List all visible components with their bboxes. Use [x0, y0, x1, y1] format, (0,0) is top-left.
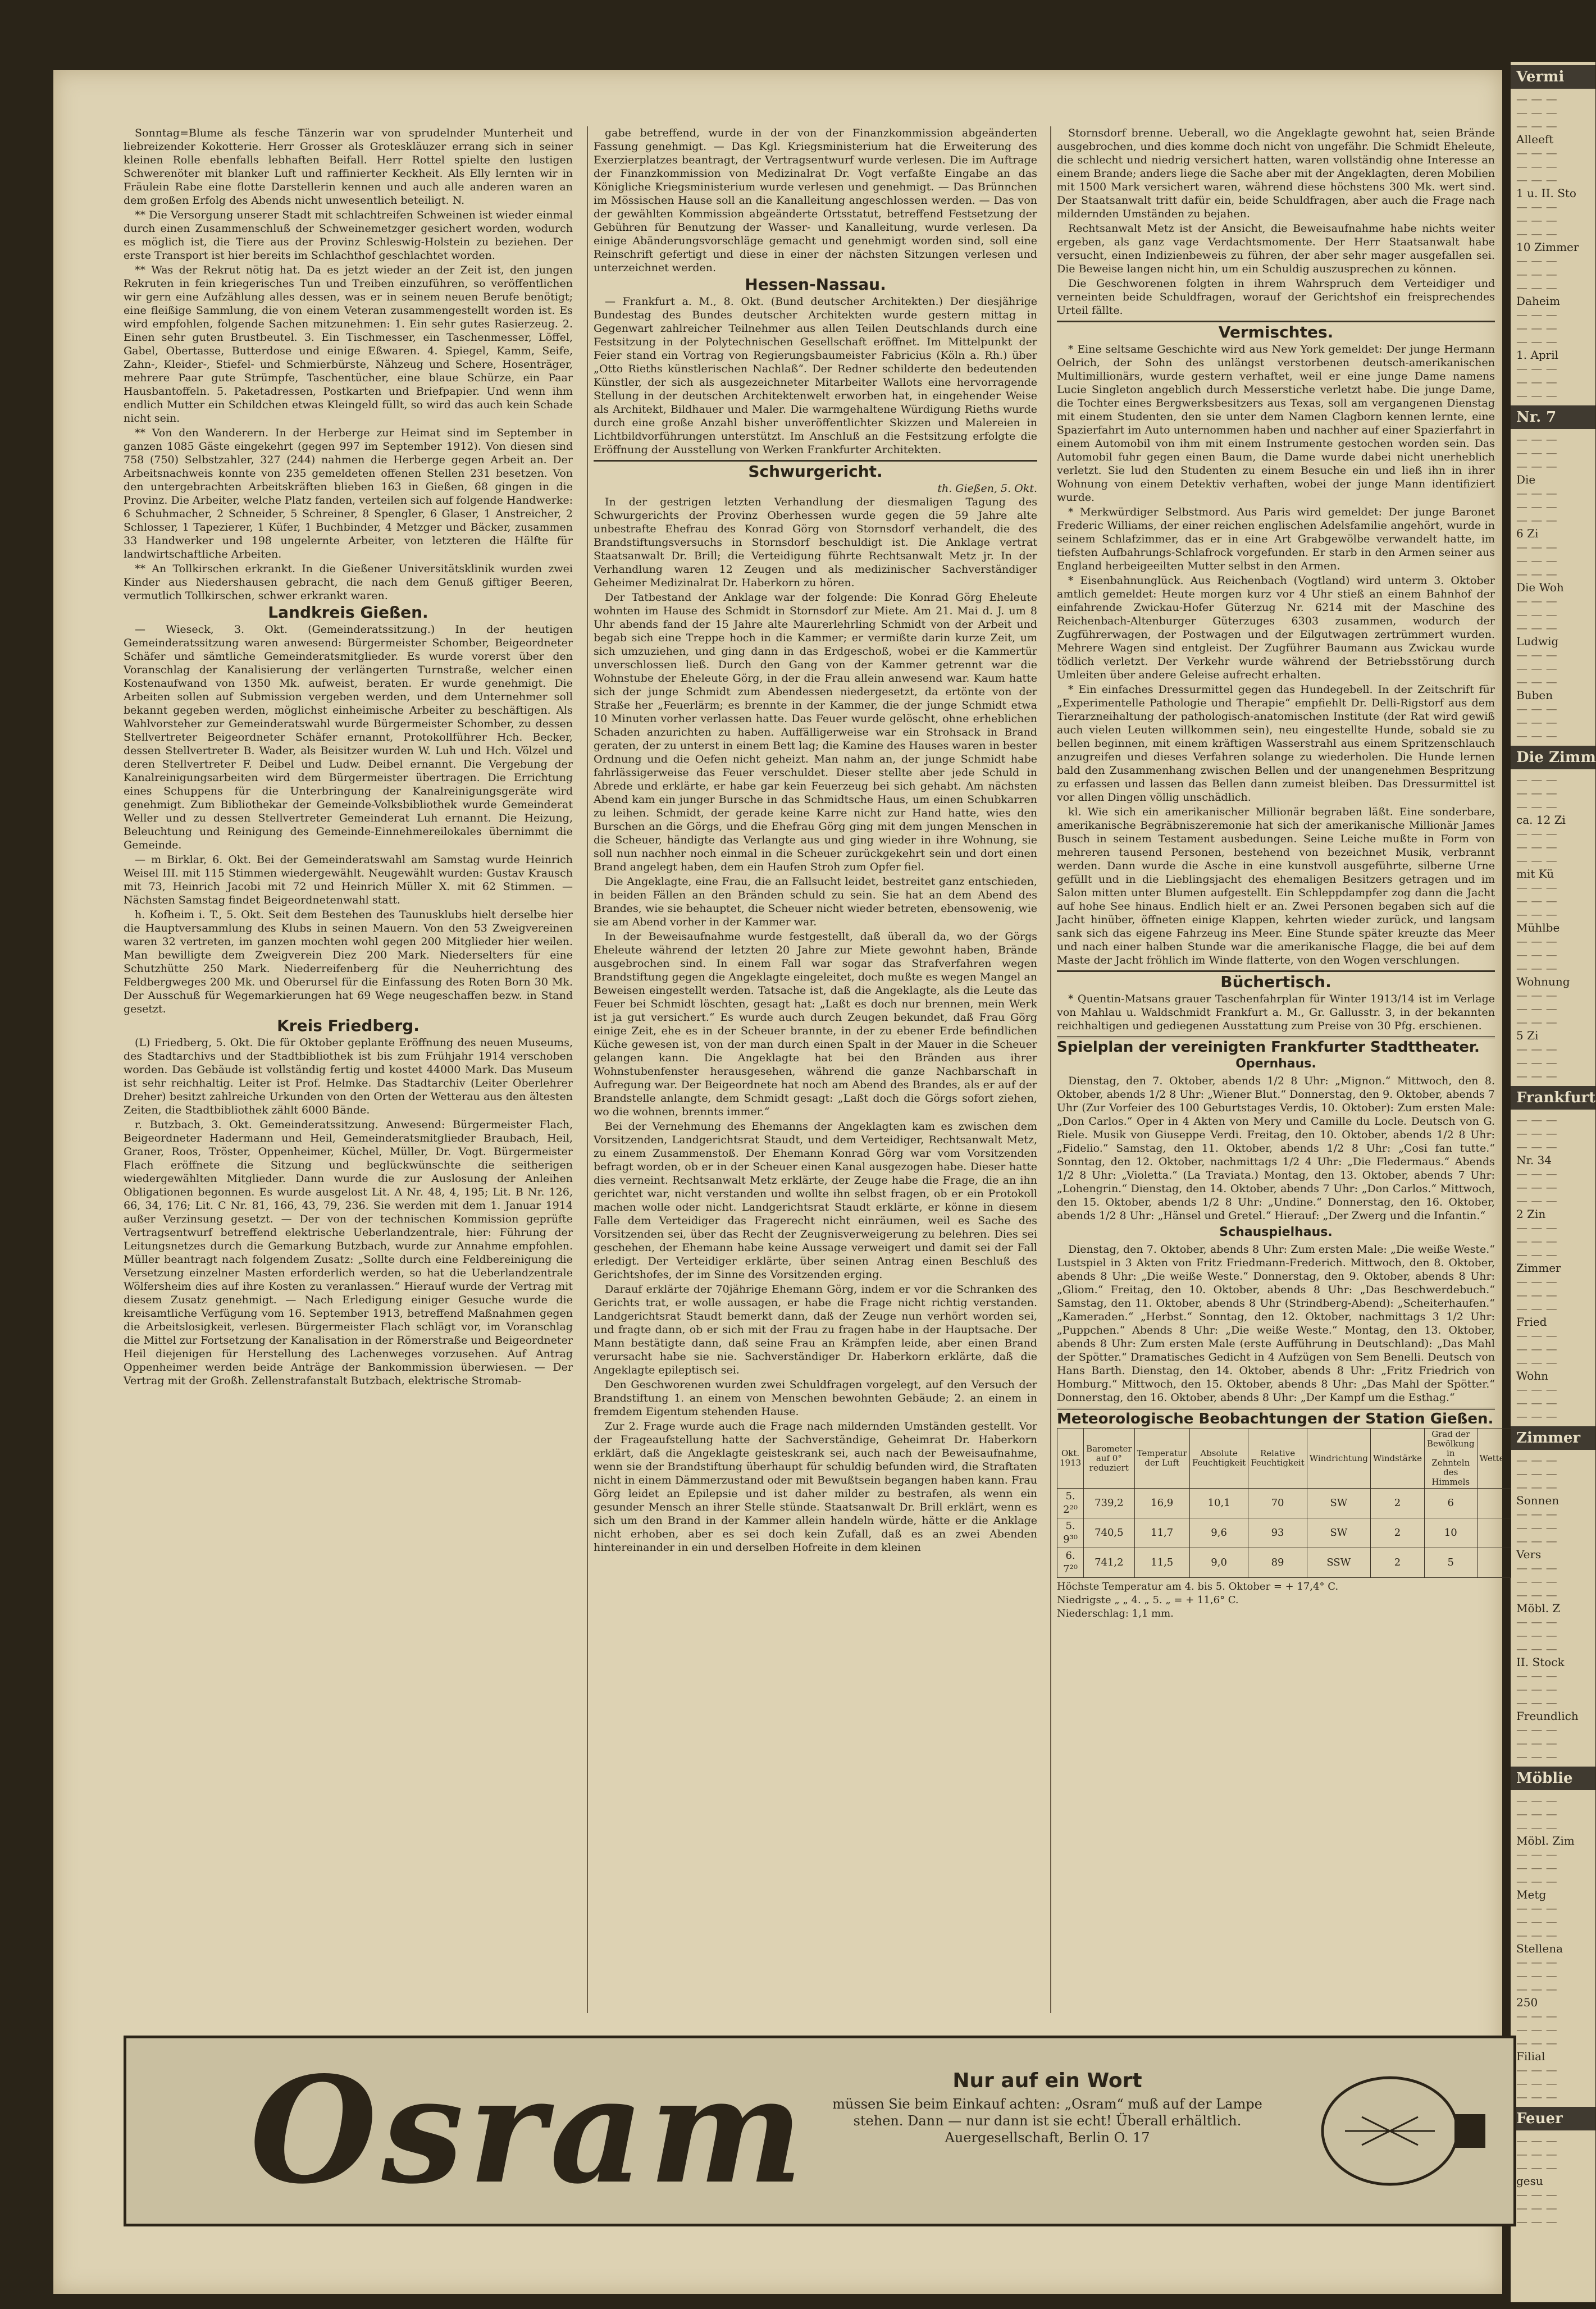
strip-filler: — — —	[1516, 362, 1557, 375]
strip-text: Stellena	[1516, 1942, 1563, 1955]
strip-filler: — — —	[1516, 594, 1557, 608]
strip-filler: — — —	[1516, 554, 1557, 567]
strip-filler: — — —	[1516, 675, 1557, 688]
strip-filler: — — —	[1516, 1342, 1557, 1356]
strip-filler: — — —	[1516, 335, 1557, 348]
table-cell: 9,6	[1189, 1518, 1248, 1548]
col1-paragraphs-3	[124, 1036, 573, 1388]
strip-filler: — — —	[1516, 894, 1557, 907]
strip-filler: — — —	[1516, 1955, 1557, 1969]
strip-text: Fried	[1516, 1315, 1547, 1329]
table-cell: 6. 7²⁰	[1057, 1548, 1084, 1578]
strip-filler: — — —	[1516, 1002, 1557, 1015]
max-temperature: Höchste Temperatur am 4. bis 5. Oktober = + 17,4° C.	[1057, 1581, 1339, 1592]
strip-filler: — — —	[1516, 961, 1557, 975]
strip-filler: — — —	[1516, 854, 1557, 867]
strip-filler: — — —	[1516, 1221, 1557, 1234]
ad-brand-logo: Osram	[250, 2045, 808, 2216]
strip-filler: — — —	[1516, 773, 1557, 786]
strip-filler: — — —	[1516, 1807, 1557, 1820]
strip-filler: — — —	[1516, 786, 1557, 800]
table-row	[1057, 1489, 1511, 1518]
adjacent-page-strip	[1511, 62, 1595, 2302]
strip-filler: — — —	[1516, 2201, 1557, 2215]
strip-filler: — — —	[1516, 2009, 1557, 2023]
article-paragraph: r. Butzbach, 3. Okt. Gemeinderatssitzung. Anwesend: Bürgermeister Flach, Beigeordneter Hadermann und Heil, Gemeinderatsmitglieder Braubach, Heil, Graner, Roos, Tröster, Oppenheimer, Küchel, Müller, Dr. Vogt. Bürgermeister Flach eröffnete die Sitzung und beglückwünschte die seitherigen wiedergewählten Mitglieder. Dann wurde die zur Auslosung der Anleihen Obligationen begonnen. Es wurde ausgelost Lit. A Nr. 48, 4, 195; Lit. B Nr. 126, 66, 34, 176; Lit. C Nr. 81, 166, 43, 79, 236. Sie werden mit dem 1. Januar 1914 außer Verzinsung gesetzt. — Der von der technischen Kommission geprüfte Vertragsentwurf betreffend elektrische Ueberlandzentrale, hier: Führung der Leitungsnetzes durch die Gemarkung Butzbach, wurde zur Annahme empfohlen. Müller beantragt nach folgendem Zusatz: „Sollte durch eine Feldbereinigung die Versetzung einzelner Masten erforderlich werden, so hat die Ueberlandzentrale Wölfersheim dies auf ihre Kosten zu veranlassen.“ Hierauf wurde der Vertrag mit diesem Zusatz genehmigt. — Nach Erledigung einiger Gesuche wurde die kreisamtliche Verfügung vom 16. September 1913, betreffend Maßnahmen gegen die Arbeitslosigkeit, verlesen. Bürgermeister Flach schlägt vor, im Voranschlag die Mittel zur Fortsetzung der Kanalisation in der Römerstraße und Beigeordneter Heil diejenigen für Herstellung des Lachenweges vorzusehen. Auf Antrag Oppenheimer werden beide Anträge der Bankommission überwiesen. — Der Vertrag mit der Großh. Zellenstrafanstalt Butzbach, elektrische Stromab-	[124, 1119, 573, 1387]
heading-schauspielhaus: Schauspielhaus.	[1219, 1225, 1333, 1239]
table-cell: 5. 9³⁰	[1057, 1518, 1084, 1548]
strip-filler: — — —	[1516, 1874, 1557, 1888]
table-cell	[1477, 1518, 1511, 1548]
table-cell	[1477, 1489, 1511, 1518]
light-bulb-icon	[1294, 2050, 1491, 2212]
strip-filler: — — —	[1516, 2147, 1557, 2161]
strip-filler: — — —	[1516, 702, 1557, 715]
strip-filler: — — —	[1516, 1453, 1557, 1467]
article-paragraph: — Wieseck, 3. Okt. (Gemeinderatssitzung.) In der heutigen Gemeinderatssitzung waren anwesend: Bürgermeister Schomber, Beigeordneter Schäfer und sämtliche Gemeinderatsmitglieder. Es wurde vorerst über den Voranschlag der Kanalisierung der verlängerten Turnstraße, welcher einen Kostenaufwand von 1350 Mk. aufweist, beraten. Er wurde genehmigt. Die Arbeiten sollen auf Submission vergeben werden, und dem Unternehmer soll bekannt gegeben werden, möglichst einheimische Arbeiter zu beschäftigen. Als Wahlvorsteher zur Gemeinderatswahl wurde Bürgermeister Schomber, zu dessen Stellvertreter Beigeordneter Schäfer ernannt, Protokollführer Hch. Becker, dessen Stellvertreter B. Wader, als Beisitzer wurden W. Luh und Hch. Völzel und deren Stellvertreter F. Deibel und Ludw. Deibel ernannt. Die Vergebung der Kanalreinigungsarbeiten wird dem Bürgermeister übertragen. Die Errichtung eines Schuppens für die Unterbringung der Kanalreinigungsgeräte wird genehmigt. Zum Bibliothekar der Gemeinde-Volksbibliothek wurde Gemeinderat Weller und zu dessen Stellvertreter Gemeinderat Luh ernannt. Die Heizung, Beleuchtung und Reinigung des Gemeinde-Einnehmereilokales übernimmt die Gemeinde.	[124, 623, 573, 851]
strip-filler: — — —	[1516, 1682, 1557, 1696]
article-paragraph: Sonntag=Blume als fesche Tänzerin war von sprudelnder Munterheit und liebreizender Kokotterie. Herr Grosser als Groteskläuzer errang sich in seiner kleinen Rolle ebenfalls lebhaften Beifall. Herr Rottel spielte den lustigen Schwerenöter mit blanker Luft und raffinierter Keckheit. Als Elly lernten wir in Fräulein Rabe eine flotte Darstellerin kennen und auch alle anderen waren an dem großen Erfolg des Abends nicht unwesentlich beteiligt. N.	[124, 127, 573, 207]
strip-filler: — — —	[1516, 715, 1557, 729]
strip-text: Die Zimm	[1511, 746, 1595, 769]
article-paragraph: Rechtsanwalt Metz ist der Ansicht, die Beweisaufnahme habe nichts weiter ergeben, als ganz vage Verdachtsmomente. Der Herr Staatsanwalt habe versucht, einen Indizienbeweis zu führen, der aber sehr mager ausgefallen sei. Die Beweise langen nicht hin, um ein Schuldig auszusprechen zu können.	[1057, 222, 1495, 275]
min-temperature: Niedrigste „ „ 4. „ 5. „ = + 11,6° C.	[1057, 1594, 1239, 1606]
strip-filler: — — —	[1516, 840, 1557, 854]
table-row	[1057, 1518, 1511, 1548]
heading-kreis-friedberg: Kreis Friedberg.	[277, 1016, 419, 1035]
heading-opernhaus: Opernhaus.	[1235, 1057, 1316, 1071]
strip-filler: — — —	[1516, 513, 1557, 527]
table-header-cell: Wetter	[1477, 1429, 1511, 1489]
strip-filler: — — —	[1516, 2023, 1557, 2036]
strip-filler: — — —	[1516, 1723, 1557, 1736]
ad-copy	[828, 2069, 1266, 2146]
strip-filler: — — —	[1516, 1820, 1557, 1834]
article-paragraph: Zur 2. Frage wurde auch die Frage nach mildernden Umständen gestellt. Vor der Frageaufstellung hatte der Sachverständige, Geheimrat Dr. Haberkorn erklärt, daß die Angeklagte geisteskrank sei, auch nach der Beweisaufnahme, wenn sie der Brandstiftung überhaupt für schuldig befunden wird, die Straftaten nicht in einem Dämmerzustand oder mit Bewußtsein begangen haben kann. Frau Görg leidet an Epilepsie und ist daher milder zu bestrafen, als wenn ein gesunder Mensch an ihrer Stelle stünde. Staatsanwalt Dr. Brill erklärt, wenn es sich um den Brand in der Kammer allein handeln würde, hätte er die Anklage nicht erhoben, aber es sei doch kein Zufall, daß es an zwei Abenden hintereinander in ein und derselben Hofreite in dem kleinen	[594, 1420, 1037, 1554]
col3-paragraphs-3	[1057, 992, 1495, 1033]
strip-filler: — — —	[1516, 2188, 1557, 2201]
table-header-cell: Barometer auf 0° reduziert	[1084, 1429, 1134, 1489]
strip-text: ca. 12 Zi	[1516, 813, 1566, 827]
strip-filler: — — —	[1516, 321, 1557, 335]
column-3	[1050, 126, 1508, 2013]
table-cell: 70	[1248, 1489, 1307, 1518]
strip-filler: — — —	[1516, 567, 1557, 581]
osram-advertisement	[124, 2036, 1516, 2226]
strip-filler: — — —	[1516, 1982, 1557, 1996]
strip-filler: — — —	[1516, 1140, 1557, 1153]
strip-text: Nr. 34	[1516, 1153, 1552, 1167]
strip-filler: — — —	[1516, 1275, 1557, 1288]
strip-filler: — — —	[1516, 1382, 1557, 1396]
strip-filler: — — —	[1516, 621, 1557, 635]
strip-filler: — — —	[1516, 459, 1557, 473]
strip-text: Ludwig	[1516, 635, 1559, 648]
strip-filler: — — —	[1516, 1847, 1557, 1861]
strip-filler: — — —	[1516, 608, 1557, 621]
table-header-cell: Absolute Feuchtigkeit	[1189, 1429, 1248, 1489]
strip-filler: — — —	[1516, 948, 1557, 961]
strip-filler: — — —	[1516, 432, 1557, 446]
strip-filler: — — —	[1516, 1696, 1557, 1709]
col3-paragraphs-2	[1057, 343, 1495, 967]
table-header-cell: Relative Feuchtigkeit	[1248, 1429, 1307, 1489]
table-cell: 9,0	[1189, 1548, 1248, 1578]
strip-filler: — — —	[1516, 389, 1557, 402]
table-cell: 2	[1370, 1548, 1424, 1578]
meteorology-table	[1057, 1428, 1511, 1578]
strip-text: Möbl. Zim	[1516, 1834, 1575, 1847]
table-cell: 2	[1370, 1489, 1424, 1518]
strip-filler: — — —	[1516, 1194, 1557, 1207]
strip-filler: — — —	[1516, 1901, 1557, 1915]
strip-filler: — — —	[1516, 1167, 1557, 1180]
strip-filler: — — —	[1516, 1069, 1557, 1083]
strip-filler: — — —	[1516, 1736, 1557, 1750]
strip-filler: — — —	[1516, 2161, 1557, 2174]
strip-filler: — — —	[1516, 1234, 1557, 1248]
table-header-cell: Windrichtung	[1307, 1429, 1370, 1489]
strip-text: Die	[1516, 473, 1536, 486]
strip-filler: — — —	[1516, 281, 1557, 294]
strip-filler: — — —	[1516, 308, 1557, 321]
precipitation: Niederschlag: 1,1 mm.	[1057, 1608, 1174, 1619]
strip-filler: — — —	[1516, 934, 1557, 948]
strip-filler: — — —	[1516, 1126, 1557, 1140]
article-paragraph: ** Von den Wanderern. In der Herberge zur Heimat sind im September in ganzen 1085 Gäste eingekehrt (gegen 997 im September 1912). Von diesen sind 758 (750) Selbstzahler, 327 (244) nahmen die Herberge gegen Arbeit an. Der Arbeitsnachweis konnte von 235 gemeldeten offenen Stellen 231 besetzen. Von den untergebrachten Arbeitskräften blieben 163 in Gießen, 68 gingen in die Provinz. Die Arbeiter, welche Platz fanden, verteilen sich auf folgende Handwerke: 6 Schuhmacher, 2 Schneider, 5 Schreiner, 8 Spengler, 6 Glaser, 1 Anstreicher, 2 Schlosser, 1 Tapezierer, 1 Küfer, 1 Buchbinder, 4 Metzger und Bäcker, zusammen 33 Handwerker und 198 ungelernte Arbeiter, von letzteren die Hälfte für landwirtschaftliche Arbeiten.	[124, 427, 573, 560]
strip-filler: — — —	[1516, 880, 1557, 894]
strip-filler: — — —	[1516, 1288, 1557, 1302]
table-cell: 5	[1424, 1548, 1477, 1578]
strip-filler: — — —	[1516, 267, 1557, 281]
table-header-cell: Temperatur der Luft	[1134, 1429, 1189, 1489]
strip-filler: — — —	[1516, 827, 1557, 840]
article-paragraph: * Eisenbahnunglück. Aus Reichenbach (Vogtland) wird unterm 3. Oktober amtlich gemeldet: Heute morgen kurz vor 4 Uhr stieß an einem Bahnhof der einfahrende Zwickau-Hofer Güterzug Nr. 6214 mit der Maschine des Reichenbach-Altenburger Güterzuges 6303 zusammen, wodurch der Zugführerwagen, der Postwagen und der Eilgutwagen zertrümmert wurden. Mehrere Wagen sind entgleist. Der Zugführer Baumann aus Zwickau wurde tödlich verletzt. Der Verkehr wurde während der Betriebsstörung durch Umleiten über andere Geleise aufrecht erhalten.	[1057, 574, 1495, 681]
ad-headline: Nur auf ein Wort	[952, 2069, 1142, 2092]
strip-filler: — — —	[1516, 1409, 1557, 1423]
divider	[594, 460, 1037, 462]
strip-filler: — — —	[1516, 800, 1557, 813]
strip-filler: — — —	[1516, 173, 1557, 186]
strip-text: 6 Zi	[1516, 527, 1539, 540]
strip-filler: — — —	[1516, 2077, 1557, 2090]
newspaper-page	[53, 70, 1508, 2294]
table-cell: 741,2	[1084, 1548, 1134, 1578]
article-paragraph: * Merkwürdiger Selbstmord. Aus Paris wird gemeldet: Der junge Baronet Frederic Williams, der einer reichen englischen Adelsfamilie angehört, wurde in seinem Schlafzimmer, das er in eine Art Grabgewölbe verwandelt hatte, im tiefsten Aufbahrungs-Schlafrock vorgefunden. Er starb in den Armen seiner aus England herbeigeeilten Mutter selbst in den Armen.	[1057, 506, 1495, 572]
heading-vermischtes: Vermischtes.	[1218, 323, 1334, 341]
strip-text: Daheim	[1516, 294, 1561, 308]
strip-text: Wohn	[1516, 1369, 1549, 1382]
article-paragraph: * Quentin-Matsans grauer Taschenfahrplan für Winter 1913/14 ist im Verlage von Mahlau u. Waldschmidt Frankfurt a. M., Gr. Gallusstr. 3, in der bekannten reichhaltigen und gediegenen Ausstattung zum Preise von 30 Pfg. erschienen.	[1057, 993, 1495, 1032]
strip-text: Feuer	[1511, 2107, 1595, 2130]
strip-filler: — — —	[1516, 1248, 1557, 1261]
strip-filler: — — —	[1516, 486, 1557, 500]
opera-schedule: Dienstag, den 7. Oktober, abends 1/2 8 Uhr: „Mignon.“ Mittwoch, den 8. Oktober, abends 1/2 8 Uhr: „Wiener Blut.“ Donnerstag, den 9. Oktober, abends 7 Uhr (Zur Vorfeier des 100 Geburtstages Verdis, 10. Oktober): Zum ersten Male: „Don Carlos.“ Oper in 4 Akten von Mery und Camille du Locle. Deutsch von G. Riele. Musik von Giuseppe Verdi. Freitag, den 10. Oktober, abends 1/2 8 Uhr: „Fidelio.“ Samstag, den 11. Oktober, abends 1/2 8 Uhr: „Cosi fan tutte.“ Sonntag, den 12. Oktober, nachmittags 1/2 4 Uhr: „Die Fledermaus.“ Abends 1/2 8 Uhr: „Violetta.“ (La Traviata.) Montag, den 13. Oktober, abends 7 Uhr: „Lohengrin.“ Dienstag, den 14. Oktober, abends 7 Uhr: „Don Carlos.“ Mittwoch, den 15. Oktober, abends 1/2 8 Uhr: „Undine.“ Donnerstag, den 16. Oktober, abends 1/2 8 Uhr: „Hänsel und Gretel.“ Hierauf: „Der Zwerg und die Infantin.“	[1057, 1075, 1495, 1222]
article-paragraph: gabe betreffend, wurde in der von der Finanzkommission abgeänderten Fassung genehmigt. — Das Kgl. Kriegsministerium hat die Erweiterung des Exerzierplatzes beantragt, der Vertragsentwurf wurde verlesen. Die im Auftrage der Finanzkommission von Medizinalrat Dr. Vogt verfaßte Eingabe an das Königliche Kriegsministerium wurde verlesen und genehmigt. — Das Brünnchen im Mössischen Hause soll an die Kanalleitung angeschlossen werden. — Das von der gewählten Kommission abgeänderte Ortsstatut, betreffend Festsetzung der Gebühren für Benutzung der Wasser- und Kanalleitung, wurde verlesen. Da einige Abänderungsvorschläge gemacht und genehmigt worden sind, soll eine Reinschrift gefertigt und diese in einer der nächsten Sitzungen verlesen und unterzeichnet werden.	[594, 127, 1037, 274]
article-paragraph: Bei der Vernehmung des Ehemanns der Angeklagten kam es zwischen dem Vorsitzenden, Landgerichtsrat Staudt, und dem Verteidiger, Rechtsanwalt Metz, zu einem Zusammenstoß. Der Ehemann Konrad Görg war vom Vorsitzenden befragt worden, ob er in der Scheuer einen Kanal ausgezogen habe. Dieser hatte dies verneint. Rechtsanwalt Metz erklärte, der Zeuge habe die Frage, die an ihn gerichtet war, nicht verstanden und wollte ihn selbst fragen, ob er ein Protokoll machen wolle oder nicht. Landgerichtsrat Staudt erklärte, er könne in diesem Falle dem Verteidiger das Fragerecht nicht einräumen, weil es Sache des Vorsitzenden sei, über das Recht der Zeugnisverweigerung zu belehren. Dies sei geschehen, der Ehemann habe keine Aussage verweigert und damit sei der Fall erledigt. Der Verteidiger erklärte, über seinen Antrag einen Beschluß des Gerichtshofes, der im Sinne des Vorsitzenden erging.	[594, 1120, 1037, 1281]
table-cell: 89	[1248, 1548, 1307, 1578]
strip-filler: — — —	[1516, 907, 1557, 921]
article-paragraph: In der Beweisaufnahme wurde festgestellt, daß überall da, wo der Görgs Eheleute während der letzten 20 Jahre zur Miete gewohnt haben, Brände ausgebrochen sind. In einem Fall war sogar das Strafverfahren wegen Brandstiftung gegen die Angeklagte eingeleitet, doch mußte es wegen Mangel an Beweisen eingestellt werden. Tatsache ist, daß die Angeklagte, als die Leute das Feuer bei Schmidt löschten, gesagt hat: „Laßt es doch nur brennen, mein Werk ist ja gut versichert.“ Es wurde auch durch Zeugen bekundet, daß Frau Görg einige Zeit, ehe es in der Scheuer brannte, in der zu ebener Erde befindlichen Küche gewesen ist, von der man durch einen Spalt in der Mauer in die Scheuer gelangen kann. Die Angeklagte hat bei den Bränden aus ihrer Wohnstubenfenster herausgesehen, während die ganze Nachbarschaft in Aufregung war. Der Beigeordnete hat noch am Abend des Brandes, als er auf der Brandstelle anlangte, dem Schmidt gesagt: „Laßt doch die Görgs sofort ziehen, wo die wohnen, brennts immer.“	[594, 930, 1037, 1118]
column-1	[124, 126, 573, 2013]
strip-filler: — — —	[1516, 1302, 1557, 1315]
strip-text: 5 Zi	[1516, 1029, 1539, 1042]
strip-filler: — — —	[1516, 1928, 1557, 1942]
table-cell: SSW	[1307, 1548, 1370, 1578]
article-paragraph: — Frankfurt a. M., 8. Okt. (Bund deutscher Architekten.) Der diesjährige Bundestag des Bundes deutscher Architekten wurde gestern mittag in Gegenwart zahlreicher Teilnehmer aus allen Teilen Deutschlands durch eine Festsitzung in der Polytechnischen Gesellschaft eröffnet. Im Mittelpunkt der Feier stand ein Vortrag von Regierungsbaumeister Fabricius (Köln a. Rh.) über „Otto Rieths künstlerischen Nachlaß“. Der Redner schilderte den bedeutenden Künstler, der sich als ausgezeichneter Mitarbeiter Wallots eine hervorragende Stellung in der deutschen Architektenwelt erworben hat, in eingehender Weise als Architekt, Bildhauer und Maler. Die warmgehaltene Würdigung Rieths wurde durch eine große Anzahl bisher unveröffentlichter Skizzen und Malereien in Lichtbildvorführungen unterstützt. Im Anschluß an die Festsitzung erfolgte die Eröffnung der Ausstellung von Werken Frankfurter Architekten.	[594, 295, 1037, 456]
strip-filler: — — —	[1516, 1467, 1557, 1480]
article-paragraph: Die Geschworenen folgten in ihrem Wahrspruch dem Verteidiger und verneinten beide Schuldfragen, worauf der Gerichtshof ein freisprechendes Urteil fällte.	[1057, 277, 1495, 317]
strip-filler: — — —	[1516, 446, 1557, 459]
strip-filler: — — —	[1516, 1588, 1557, 1601]
article-paragraph: ** Die Versorgung unserer Stadt mit schlachtreifen Schweinen ist wieder einmal durch einen Zusammenschluß der Schweinemetzger gesichert worden, wodurch es möglich ist, die Tiere aus der Provinz Schleswig-Holstein zu beziehen. Der erste Transport ist hier bereits im Schlachthof geschlachtet worden.	[124, 209, 573, 262]
meteorology-title: Meteorologische Beobachtungen der Station Gießen.	[1057, 1408, 1495, 1426]
col2-paragraphs	[594, 126, 1037, 275]
strip-filler: — — —	[1516, 1329, 1557, 1342]
strip-filler: — — —	[1516, 2090, 1557, 2103]
article-paragraph: ** An Tollkirschen erkrankt. In die Gießener Universitätsklinik wurden zwei Kinder aus Niedershausen gebracht, die nach dem Genuß giftiger Beeren, vermutlich Tollkirschen, schwer erkrankt waren.	[124, 563, 573, 602]
table-cell: 11,5	[1134, 1548, 1189, 1578]
theater-title: Spielplan der vereinigten Frankfurter Stadttheater.	[1057, 1036, 1495, 1054]
article-paragraph: kl. Wie sich ein amerikanischer Millionär begraben läßt. Eine sonderbare, amerikanische Begräbniszeremonie hat sich der amerikanische Millionär James Busch in seinem Testament ausbedungen. Seine Leiche mußte in Form von mehreren tausend Personen, bestehend von bezeichnet Musik, verbrannt werden. Dann wurde die Asche in eine kunstvoll ausgeführte, silberne Urne gefüllt und in die Lieblingsjacht des ehemaligen Besitzers getragen und im Salon mitten unter Blumen aufgestellt. Ein Schleppdampfer zog dann die Jacht auf hohe See hinaus. Endlich hielt er an. Zwei Personen begaben sich auf die Jacht hinüber, öffneten einige Klappen, kehrten wieder zurück, und langsam sank sich das eigene Fahrzeug ins Meer. Eine Stunde später kreuzte das Meer und nach einer halben Stunde war die amerikanische Flagge, die bei auf dem Maste der Jacht fröhlich im Winde flatterte, von den Wogen verschlungen.	[1057, 806, 1495, 966]
strip-filler: — — —	[1516, 1356, 1557, 1369]
strip-text: Zimmer	[1516, 1261, 1561, 1275]
article-paragraph: — m Birklar, 6. Okt. Bei der Gemeinderatswahl am Samstag wurde Heinrich Weisel III. mit 115 Stimmen wiedergewählt. Neugewählt wurden: Gustav Krausch mit 73, Heinrich Jacobi mit 72 und Heinrich Müller X. mit 62 Stimmen. — Nächsten Samstag findet Beigeordnetenwahl statt.	[124, 854, 573, 906]
divider	[1057, 970, 1495, 972]
table-cell: 739,2	[1084, 1489, 1134, 1518]
strip-filler: — — —	[1516, 1861, 1557, 1874]
strip-filler: — — —	[1516, 540, 1557, 554]
strip-filler: — — —	[1516, 1042, 1557, 1056]
table-cell: 93	[1248, 1518, 1307, 1548]
strip-text: Freundlich	[1516, 1709, 1579, 1723]
table-cell: 5. 2²⁰	[1057, 1489, 1084, 1518]
table-cell: 16,9	[1134, 1489, 1189, 1518]
col3-paragraphs	[1057, 126, 1495, 317]
article-paragraph: Die Angeklagte, eine Frau, die an Fallsucht leidet, bestreitet ganz entschieden, in beiden Fällen an den Bränden schuld zu sein. Sie hat an dem Abend des Brandes, wie sie behauptet, die Scheuer nicht wieder betreten, ebensowenig, wie sie am Abend vorher in der Kammer war.	[594, 875, 1037, 928]
strip-text: mit Kü	[1516, 867, 1554, 880]
article-paragraph: Den Geschworenen wurden zwei Schuldfragen vorgelegt, auf den Versuch der Brandstiftung 1. an einem von Menschen bewohnten Gebäude; 2. an einem in fremdem Eigentum stehenden Hause.	[594, 1379, 1037, 1418]
article-paragraph: * Eine seltsame Geschichte wird aus New York gemeldet: Der junge Hermann Oelrich, der Sohn des unlängst verstorbenen deutsch-amerikanischen Multimillionärs, wurde gestern verhaftet, weil er eine junge Dame namens Lucie Singleton angeblich durch Messerstiche verletzt habe. Die junge Dame, die Tochter eines Bergwerksbesitzers aus Texas, soll am vergangenen Dienstag mit einem Studenten, den sie unter dem Namen Clagborn kennen lernte, eine Spazierfahrt im Auto unternommen haben und nachher auf einer Spazierfahrt in einem Automobil von ihm mit einem Instrumente gestochen worden sein. Das Automobil fuhr gegen einen Baum, die Dame wurde dabei nicht unerheblich verletzt. Sie lud den Studenten zu einem Besuche ein und ließ ihn in ihrer Wohnung von einem Detektiv verhaften, wobei der junge Mann identifiziert wurde.	[1057, 343, 1495, 504]
heading-buechertisch: Büchertisch.	[1220, 973, 1331, 991]
strip-filler: — — —	[1516, 988, 1557, 1002]
strip-filler: — — —	[1516, 213, 1557, 227]
table-cell: 740,5	[1084, 1518, 1134, 1548]
strip-text: 250	[1516, 1996, 1538, 2009]
strip-filler: — — —	[1516, 1480, 1557, 1494]
strip-filler: — — —	[1516, 500, 1557, 513]
strip-filler: — — —	[1516, 1615, 1557, 1628]
strip-text: 2 Zin	[1516, 1207, 1546, 1221]
table-cell: 2	[1370, 1518, 1424, 1548]
strip-filler: — — —	[1516, 729, 1557, 742]
strip-filler: — — —	[1516, 1628, 1557, 1642]
strip-filler: — — —	[1516, 375, 1557, 389]
strip-text: Die Woh	[1516, 581, 1564, 594]
strip-text: Filial	[1516, 2050, 1545, 2063]
heading-schwurgericht: Schwurgericht.	[748, 462, 883, 481]
strip-filler: — — —	[1516, 92, 1557, 106]
strip-filler: — — —	[1516, 648, 1557, 661]
strip-filler: — — —	[1516, 1534, 1557, 1548]
strip-filler: — — —	[1516, 119, 1557, 133]
table-header-cell: Grad der Bewölkung in Zehnteln des Himmels	[1424, 1429, 1477, 1489]
strip-text: 1 u. II. Sto	[1516, 186, 1576, 200]
strip-filler: — — —	[1516, 1521, 1557, 1534]
strip-filler: — — —	[1516, 1396, 1557, 1409]
schauspiel-schedule: Dienstag, den 7. Oktober, abends 8 Uhr: Zum ersten Male: „Die weiße Weste.“ Lustspiel in 3 Akten von Fritz Friedmann-Frederich. Mittwoch, den 8. Oktober, abends 8 Uhr: „Die weiße Weste.“ Donnerstag, den 9. Oktober, abends 8 Uhr: „Gliom.“ Freitag, den 10. Oktober, abends 8 Uhr: „Das Beschwerdebuch.“ Samstag, den 11. Oktober, abends 8 Uhr (Strindberg-Abend): „Scheiterhaufen.“ „Kameraden.“ „Herbst.“ Sonntag, den 12. Oktober, nachmittags 3 1/2 Uhr: „Puppchen.“ Abends 8 Uhr: „Die weiße Weste.“ Montag, den 13. Oktober, abends 8 Uhr: Zum ersten Male (erste Aufführung in Deutschland): „Das Mahl der Spötter.“ Dramatisches Gedicht in 4 Aufzügen von Sem Benelli. Deutsch von Hans Barth. Dienstag, den 14. Oktober, abends 8 Uhr: „Fritz Friedrich von Homburg.“ Mittwoch, den 15. Oktober, abends 8 Uhr: „Das Mahl der Spötter.“ Donnerstag, den 16. Oktober, abends 8 Uhr: „Der Kampf um die Esthag.“	[1057, 1243, 1495, 1404]
table-cell: 11,7	[1134, 1518, 1189, 1548]
table-row	[1057, 1548, 1511, 1578]
strip-filler: — — —	[1516, 661, 1557, 675]
col2-paragraphs-2	[594, 295, 1037, 457]
article-paragraph: (L) Friedberg, 5. Okt. Die für Oktober geplante Eröffnung des neuen Museums, des Stadtarchivs und der Stadtbibliothek ist bis zum Frühjahr 1914 verschoben worden. Das Gebäude ist vollständig fertig und kostet 44000 Mark. Das Museum ist sehr reichhaltig. Leiter ist Prof. Helmke. Das Stadtarchiv (Leiter Oberlehrer Dreher) besitzt zahlreiche Urkunden von den Orten der Wetterau aus den ältesten Zeiten, die Stadtbibliothek zählt 6000 Bände.	[124, 1037, 573, 1116]
strip-filler: — — —	[1516, 1113, 1557, 1126]
strip-text: Zimmer	[1511, 1426, 1595, 1450]
strip-text: Vers	[1516, 1548, 1542, 1561]
strip-filler: — — —	[1516, 2215, 1557, 2228]
table-cell: 10	[1424, 1518, 1477, 1548]
col1-paragraphs-2	[124, 623, 573, 1016]
column-2	[587, 126, 1037, 2013]
strip-text: Metg	[1516, 1888, 1547, 1901]
col1-paragraphs	[124, 126, 573, 603]
strip-text: Buben	[1516, 688, 1553, 702]
strip-text: gesu	[1516, 2174, 1543, 2188]
table-header-cell: Windstärke	[1370, 1429, 1424, 1489]
strip-text: Möblie	[1511, 1767, 1595, 1790]
strip-text: Sonnen	[1516, 1494, 1559, 1507]
table-cell	[1477, 1548, 1511, 1578]
table-cell: SW	[1307, 1518, 1370, 1548]
strip-filler: — — —	[1516, 1794, 1557, 1807]
strip-filler: — — —	[1516, 227, 1557, 240]
strip-text: Mühlbe	[1516, 921, 1560, 934]
table-header-row	[1057, 1429, 1511, 1489]
table-cell: 6	[1424, 1489, 1477, 1518]
strip-filler: — — —	[1516, 146, 1557, 159]
strip-filler: — — —	[1516, 1750, 1557, 1763]
strip-filler: — — —	[1516, 1015, 1557, 1029]
divider	[1057, 321, 1495, 322]
strip-filler: — — —	[1516, 254, 1557, 267]
strip-filler: — — —	[1516, 1575, 1557, 1588]
strip-filler: — — —	[1516, 1915, 1557, 1928]
strip-filler: — — —	[1516, 1180, 1557, 1194]
strip-text: 10 Zimmer	[1516, 240, 1579, 254]
table-cell: 10,1	[1189, 1489, 1248, 1518]
strip-text: Wohnung	[1516, 975, 1570, 988]
strip-text: Vermi	[1511, 65, 1595, 89]
strip-filler: — — —	[1516, 159, 1557, 173]
strip-filler: — — —	[1516, 1969, 1557, 1982]
strip-filler: — — —	[1516, 200, 1557, 213]
ad-text: müssen Sie beim Einkauf achten: „Osram“ muß auf der Lampe stehen. Dann — nur dann ist sie echt! Überall erhältlich. Auergesellschaft, Berlin O. 17	[832, 2096, 1262, 2146]
strip-filler: — — —	[1516, 1507, 1557, 1521]
strip-filler: — — —	[1516, 1669, 1557, 1682]
table-cell: SW	[1307, 1489, 1370, 1518]
strip-filler: — — —	[1516, 2063, 1557, 2077]
strip-filler: — — —	[1516, 1056, 1557, 1069]
strip-filler: — — —	[1516, 2036, 1557, 2050]
table-header-cell: Okt. 1913	[1057, 1429, 1084, 1489]
strip-filler: — — —	[1516, 2134, 1557, 2147]
article-paragraph: Stornsdorf brenne. Ueberall, wo die Angeklagte gewohnt hat, seien Brände ausgebrochen, und dies komme doch nicht von ungefähr. Die Schmidt Eheleute, die schlecht und niedrig versichert hatten, waren vollständig ohne Interesse an einem Brande; anders liege die Sache aber mit der Angeklagten, deren Mobilien mit 1500 Mark versichert waren, während diese höchstens 300 Mk. wert sind. Der Staatsanwalt tritt dafür ein, beide Schuldfragen, aber auch die Frage nach mildernden Umständen zu bejahen.	[1057, 127, 1495, 220]
strip-text: II. Stock	[1516, 1655, 1565, 1669]
strip-filler: — — —	[1516, 106, 1557, 119]
article-paragraph: h. Kofheim i. T., 5. Okt. Seit dem Bestehen des Taunusklubs hielt derselbe hier die Hauptversammlung des Klubs in seinen Mauern. Von den 53 Zweigvereinen waren 32 vertreten, im ganzen mochten wohl gegen 200 Mitglieder hier weilen. Man bewilligte dem Zweigverein Diez 200 Mark. Niederselters für eine Schutzhütte 250 Mark. Niederreifenberg für die Neuherrichtung des Feldbergweges 200 Mk. und Oberursel für die Einfassung des Roten Born 30 Mk. Der Ausschuß für Wegemarkierungen hat 69 Wege neugeschaffen bezw. in Stand gesetzt.	[124, 909, 573, 1015]
heading-landkreis-giessen: Landkreis Gießen.	[268, 603, 428, 622]
strip-filler: — — —	[1516, 1561, 1557, 1575]
article-paragraph: ** Was der Rekrut nötig hat. Da es jetzt wieder an der Zeit ist, den jungen Rekruten in fein kriegerisches Tun und Treiben einzuführen, so veröffentlichen wir gern eine Aufzählung alles dessen, was er in seinem neuen Berufe benötigt; eine fleißige Sammlung, die von einem Veteran zusammengestellt worden ist. Es wird empfohlen, folgende Sachen mitzunehmen: 1. Ein sehr gutes Rasierzeug. 2. Einen sehr guten Brustbeutel. 3. Ein Tischmesser, ein Taschenmesser, Löffel, Gabel, Obertasse, Butterdose und einige Eßwaren. 4. Spiegel, Kamm, Seife, Zahn-, Kleider-, Stiefel- und Schmierbürste, Nähzeug und Schere, Hosenträger, mehrere Paar gute Strümpfe, Taschentücher, eine blaue Schürze, ein Paar Hausbantoffeln. 5. Paketadressen, Postkarten und Briefpapier. Und wenn ihm endlich Mutter ein Schildchen etwas Kleingeld füllt, so wird das auch kein Schade nicht sein.	[124, 264, 573, 425]
strip-filler: — — —	[1516, 1642, 1557, 1655]
strip-text: Frankfurt	[1511, 1086, 1595, 1110]
strip-text: Nr. 7	[1511, 405, 1595, 429]
article-paragraph: * Ein einfaches Dressurmittel gegen das Hundegebell. In der Zeitschrift für „Experimentelle Pathologie und Therapie“ empfiehlt Dr. Delli-Rigstorf aus dem Tierarzneihaltung der pathologisch-anatomischen Institute (der Rat wird gewiß auch vielen Leuten willkommen sein), neu eingestellte Hunde, sobald sie zu bellen beginnen, mit einem kräftigen Wasserstrahl aus einem Spritzenschlauch anzugreifen und dieses Verfahren solange zu wiederholen. Die Hunde lernen bald den Zusammenhang zwischen Bellen und der unangenehmen Bespritzung zu erfassen und lassen das Bellen dann zumeist bleiben. Das Dressurmittel ist vor allen Dingen völlig unschädlich.	[1057, 683, 1495, 804]
article-paragraph: Der Tatbestand der Anklage war der folgende: Die Konrad Görg Eheleute wohnten im Hause des Schmidt in Stornsdorf zur Miete. Am 21. Mai d. J. um 8 Uhr abends fand der 15 Jahre alte Maurerlehrling Schmidt von der Arbeit und begab sich eine Treppe hoch in die Kammer; er vermißte darin kurze Zeit, um sich umzuziehen, und ging dann in das Erdgeschoß, wobei er die Kammertür unverschlossen ließ. Durch den Gang von der Kammer getrennt war die Wohnstube der Eheleute Görg, in der die Frau allein anwesend war. Kaum hatte sich der junge Schmidt zum Abendessen niedergesetzt, da ertönte von der Straße her „Feuerlärm; es brennte in der Kammer, die der junge Schmidt etwa 10 Minuten vorher verlassen hatte. Das Feuer wurde gelöscht, ohne erheblichen Schaden anzurichten zu haben. Auffälligerweise war ein Strohsack in Brand geraten, der zu unterst in einem Bett lag; die Kamine des Hauses waren in bester Ordnung und die Oefen nicht geheizt. Man nahm an, der junge Schmidt habe fahrlässigerweise das Feuer verschuldet. Dieser stellte aber jede Schuld in Abrede und erklärte, er habe gar kein Feuerzeug bei sich gehabt. Am nächsten Abend kam ein junger Bursche in das Schmidtsche Haus, um einen Schubkarren zu leihen. Schmidt, der gerade keine Karre nicht zur Hand hatte, wies den Burschen an die Görgs, und die Ehefrau Görg ging mit dem jungen Menschen in die Scheuer, händigte das Verlangte aus und ging wieder in ihre Wohnung, sie soll nun nachher noch einmal in die Scheuer zurückgekehrt sein und dort einen Brand angelegt haben, dem ein Haufen Stroh zum Opfer fiel.	[594, 591, 1037, 873]
article-paragraph: In der gestrigen letzten Verhandlung der diesmaligen Tagung des Schwurgerichts der Provinz Oberhessen wurde gegen die 59 Jahre alte unbestrafte Ehefrau des Konrad Görg von Stornsdorf verhandelt, die des Brandstiftungsversuchs in Stornsdorf beschuldigt ist. Die Anklage vertrat Staatsanwalt Dr. Brill; die Verteidigung führte Rechtsanwalt Metz jr. In der Verhandlung waren 12 Zeugen und als medizinischer Sachverständiger Geheimer Medizinalrat Dr. Haberkorn zu hören.	[594, 496, 1037, 589]
col2-paragraphs-3	[594, 495, 1037, 1554]
heading-hessen-nassau: Hessen-Nassau.	[745, 275, 886, 294]
article-paragraph: Darauf erklärte der 70jährige Ehemann Görg, indem er vor die Schranken des Gerichts trat, er wolle aussagen, er habe die Frage nicht richtig verstanden. Landgerichtsrat Staudt bemerkt dann, daß der Zeuge nun verhört worden sei, und fragte dann, ob er sich mit der Frau zu fragen habe in der Hauptsache. Der Mann bestätigte dann, daß seine Frau an Krämpfen leide, aber einen Brand verursacht habe sie nie. Sachverständiger Dr. Haberkorn erklärte, daß die Angeklagte epileptisch sei.	[594, 1283, 1037, 1376]
strip-text: 1. April	[1516, 348, 1559, 362]
strip-text: Möbl. Z	[1516, 1601, 1561, 1615]
strip-text: Alleeft	[1516, 133, 1554, 146]
dateline: th. Gießen, 5. Okt.	[937, 482, 1037, 495]
